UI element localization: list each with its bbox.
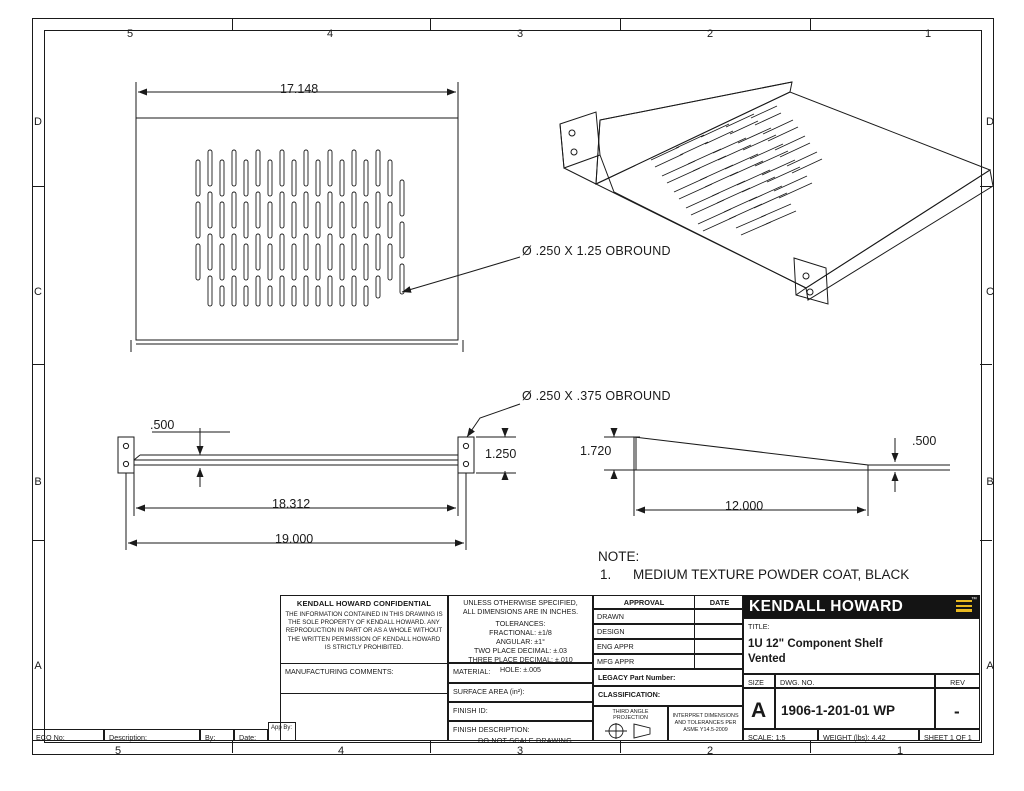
zone-label-left-C: C: [34, 286, 42, 298]
scale-label: SCALE: 1:5: [748, 733, 786, 742]
classification-row: [593, 686, 743, 706]
approval-label-eng: ENG APPR: [594, 640, 695, 653]
eco-date-cell: [234, 729, 268, 741]
eco-description-label: Description:: [109, 733, 147, 742]
rev-label: REV: [950, 678, 965, 687]
dim-label-19000: 19.000: [275, 532, 314, 546]
approval-row-design: [593, 624, 743, 639]
approval-label-drawn: DRAWN: [594, 610, 695, 623]
confidential-heading: KENDALL HOWARD CONFIDENTIAL: [296, 599, 432, 608]
tolerance-angular: ANGULAR: ±1°: [496, 638, 545, 647]
manufacturing-comments-panel: [280, 663, 448, 741]
zone-label-bottom-5: 5: [114, 745, 122, 757]
size-value: A: [751, 699, 767, 722]
do-not-scale-label: DO NOT SCALE DRAWING: [478, 736, 572, 745]
rev-value-cell: [935, 688, 980, 729]
approval-row-drawn: [593, 609, 743, 624]
dwg-no-label-cell: [775, 674, 935, 688]
zone-label-left-B: B: [34, 476, 42, 488]
third-angle-line2: PROJECTION: [613, 715, 648, 722]
zone-label-top-5: 5: [126, 28, 134, 40]
zone-label-top-2: 2: [706, 28, 714, 40]
approval-row-mfg: [593, 654, 743, 669]
zone-tick-right: [980, 186, 992, 187]
dwg-no-value: 1906-1-201-01 WP: [781, 703, 896, 718]
interpret-line3: ASME Y14.5-2009: [683, 726, 728, 733]
drawing-title-line2: Vented: [748, 652, 786, 665]
callout-obround-small: Ø .250 X .375 OBROUND: [522, 389, 671, 403]
zone-tick-right: [980, 540, 992, 541]
zone-tick-bottom: [620, 741, 621, 753]
note-heading: NOTE:: [598, 549, 640, 564]
sheet-label: SHEET 1 OF 1: [924, 733, 972, 742]
sheet-cell: [919, 729, 980, 741]
zone-tick-bottom: [430, 741, 431, 753]
zone-tick-left: [32, 540, 44, 541]
dwg-no-value-cell: [775, 688, 935, 729]
size-value-cell: [743, 688, 775, 729]
eco-app-by-cell: [268, 722, 296, 741]
surface-area-label: SURFACE AREA (in²):: [453, 687, 525, 696]
eco-description-cell: [104, 729, 200, 741]
eco-by-cell: [200, 729, 234, 741]
brand-logo-icon: [956, 600, 972, 614]
surface-area-row: [448, 683, 593, 702]
zone-label-bottom-1: 1: [896, 745, 904, 757]
note-index: 1.: [600, 567, 612, 582]
zone-label-left-D: D: [34, 116, 42, 128]
zone-tick-top: [430, 18, 431, 30]
zone-label-right-C: C: [986, 286, 994, 298]
zone-label-top-1: 1: [924, 28, 932, 40]
manufacturing-comments-label: MANUFACTURING COMMENTS:: [285, 667, 394, 676]
tolerance-hole: HOLE: ±.005: [500, 665, 541, 674]
tolerance-two-place: TWO PLACE DECIMAL: ±.03: [474, 647, 567, 656]
approval-header-row: [593, 595, 743, 609]
dim-label-12000: 12.000: [725, 499, 764, 513]
zone-label-right-B: B: [986, 476, 994, 488]
eco-no-cell: [32, 729, 104, 741]
date-header: DATE: [709, 598, 730, 607]
dwg-no-label: DWG. NO.: [780, 678, 815, 687]
zone-label-bottom-2: 2: [706, 745, 714, 757]
third-angle-line1: THIRD ANGLE: [612, 709, 649, 715]
brand-bar: [743, 595, 980, 618]
title-cell: [743, 618, 980, 674]
callout-obround-large: Ø .250 X 1.25 OBROUND: [522, 244, 671, 258]
eco-by-label: By:: [205, 733, 216, 742]
dim-label-18312: 18.312: [272, 497, 311, 511]
size-label: SIZE: [748, 678, 764, 687]
interpret-panel: [668, 706, 743, 741]
zone-label-top-3: 3: [516, 28, 524, 40]
finish-description-label: FINISH DESCRIPTION:: [453, 725, 530, 734]
unless-specified-line2: ALL DIMENSIONS ARE IN INCHES.: [462, 608, 579, 617]
title-label: TITLE:: [748, 622, 770, 631]
zone-label-bottom-4: 4: [337, 745, 345, 757]
interpret-line1: INTERPRET DIMENSIONS: [672, 713, 739, 719]
zone-tick-top: [232, 18, 233, 30]
eco-date-label: Date:: [239, 733, 257, 742]
third-angle-projection-icon: [594, 721, 669, 741]
weight-cell: [818, 729, 919, 741]
legacy-part-row: [593, 669, 743, 686]
zone-tick-top: [810, 18, 811, 30]
material-label: MATERIAL:: [453, 667, 491, 676]
finish-id-row: [448, 702, 593, 721]
scale-cell: [743, 729, 818, 741]
zone-tick-left: [32, 186, 44, 187]
rev-label-cell: [935, 674, 980, 688]
interpret-line2: AND TOLERANCES PER: [674, 719, 737, 726]
classification-label: CLASSIFICATION:: [598, 690, 661, 699]
dim-label-top-width: 17.148: [280, 82, 319, 96]
rev-value: -: [954, 702, 960, 721]
zone-label-left-A: A: [34, 660, 42, 672]
finish-id-label: FINISH ID:: [453, 706, 488, 715]
material-row: [448, 663, 593, 683]
legacy-part-label: LEGACY Part Number:: [598, 673, 676, 682]
approval-header: APPROVAL: [594, 596, 695, 608]
eco-no-label: ECO No:: [36, 733, 65, 742]
note-text: MEDIUM TEXTURE POWDER COAT, BLACK: [633, 567, 910, 582]
unless-specified-line1: UNLESS OTHERWISE SPECIFIED,: [463, 599, 578, 607]
dim-label-1720: 1.720: [580, 444, 612, 458]
tolerance-three-place: THREE PLACE DECIMAL: ±.010: [468, 656, 573, 665]
zone-label-right-D: D: [986, 116, 994, 128]
zone-tick-bottom: [810, 741, 811, 753]
weight-label: WEIGHT (lbs): 4.42: [823, 733, 886, 742]
size-label-cell: [743, 674, 775, 688]
tolerances-heading: TOLERANCES:: [495, 620, 546, 629]
dim-label-1250: 1.250: [485, 447, 517, 461]
eco-app-by-label: App By:: [271, 725, 293, 731]
brand-name: KENDALL HOWARD: [749, 598, 904, 615]
dim-label-500-right: .500: [912, 434, 937, 448]
zone-tick-left: [32, 364, 44, 365]
brand-trademark: ™: [971, 597, 977, 603]
confidential-body: THE INFORMATION CONTAINED IN THIS DRAWING IS THE SOLE PROPERTY OF KENDALL HOWARD. ANY REPRODUCTION IN PART OR AS A WHOLE WITHOUT THE WRITTEN PERMISSION OF KENDALL HOWARD IS STRICTLY PROHIBITED.: [285, 610, 443, 652]
dim-label-500-left: .500: [150, 418, 175, 432]
zone-tick-right: [980, 364, 992, 365]
approval-row-eng: [593, 639, 743, 654]
approval-label-design: DESIGN: [594, 625, 695, 638]
zone-label-top-4: 4: [326, 28, 334, 40]
drawing-title-line1: 1U 12" Component Shelf: [748, 638, 883, 651]
zone-label-right-A: A: [986, 660, 994, 672]
zone-label-bottom-3: 3: [516, 745, 524, 757]
approval-label-mfg: MFG APPR: [594, 655, 695, 668]
zone-tick-bottom: [232, 741, 233, 753]
projection-panel: [593, 706, 668, 741]
tolerance-fractional: FRACTIONAL: ±1/8: [489, 629, 552, 638]
zone-tick-top: [620, 18, 621, 30]
